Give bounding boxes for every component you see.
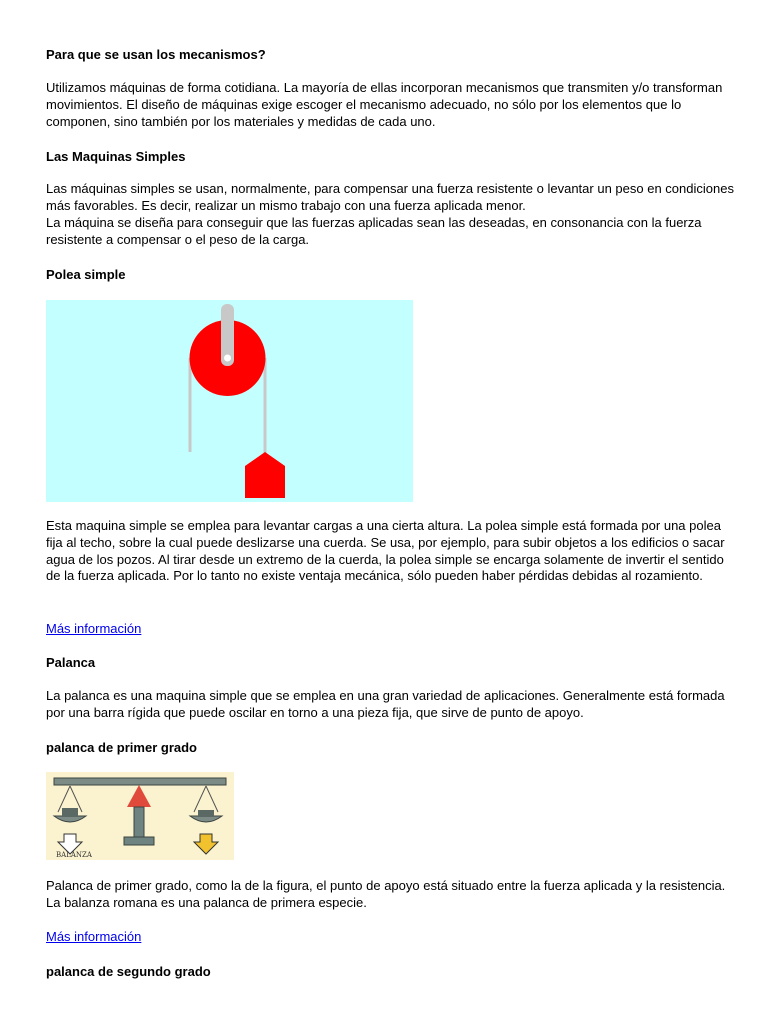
heading-primer-grado: palanca de primer grado [46,740,197,755]
paragraph-maquinas-simples-1: Las máquinas simples se usan, normalmente, para compensar una fuerza resistente o levantar un peso en condiciones más favorables. Es decir, realizar un mismo trabajo con una fuerza aplicada menor. [46,181,734,213]
balance-label: BALANZA [56,851,92,859]
more-info-link-polea[interactable]: Más información [46,621,142,636]
balance-post [134,807,144,839]
balance-beam [54,778,226,785]
heading-polea-simple: Polea simple [46,267,126,282]
heading-palanca: Palanca [46,655,96,670]
balance-weight-right [198,810,214,816]
heading-maquinas-simples: Las Maquinas Simples [46,149,186,164]
paragraph-polea: Esta maquina simple se emplea para levantar cargas a una cierta altura. La polea simple está formada por una polea fija al techo, sobre la cual puede deslizarse una cuerda. Se usa, por ejemplo, para subir objetos a los edificios o sacar agua de los pozos. Al tirar desde un extremo de la cuerda, la polea simple se encarga solamente de invertir el sentido de la fuerza aplicada. Por lo tanto no existe ventaja mecánica, sólo pueden haber pérdidas debidas al rozamiento. [46,518,725,584]
balance-illustration [46,772,234,860]
paragraph-palanca: La palanca es una maquina simple que se emplea en una gran variedad de aplicaciones. Generalmente está formada por una barra rígida que puede oscilar en torno a una pieza fija, que sirve de punto de apoyo. [46,688,725,720]
balance-weight-left [62,808,78,816]
heading-mecanismos: Para que se usan los mecanismos? [46,47,266,62]
pulley-figure [46,300,413,502]
balance-base [124,837,154,845]
balance-figure [46,772,234,860]
paragraph-primer-grado: Palanca de primer grado, como la de la figura, el punto de apoyo está situado entre la fuerza aplicada y la resistencia. La balanza romana es una palanca de primera especie. [46,878,726,910]
pulley-illustration [46,300,413,502]
paragraph-mecanismos: Utilizamos máquinas de forma cotidiana. La mayoría de ellas incorporan mecanismos que transmiten y/o transforman movimientos. El diseño de máquinas exige escoger el mecanismo adecuado, no sólo por los elementos que lo componen, sino también por los materiales y medidas de cada uno. [46,80,723,129]
more-info-link-primer-grado[interactable]: Más información [46,929,142,944]
pulley-axle [224,355,231,362]
heading-segundo-grado: palanca de segundo grado [46,964,211,979]
paragraph-maquinas-simples-2: La máquina se diseña para conseguir que las fuerzas aplicadas sean las deseadas, en consonancia con la fuerza resistente a compensar o el peso de la carga. [46,215,702,247]
